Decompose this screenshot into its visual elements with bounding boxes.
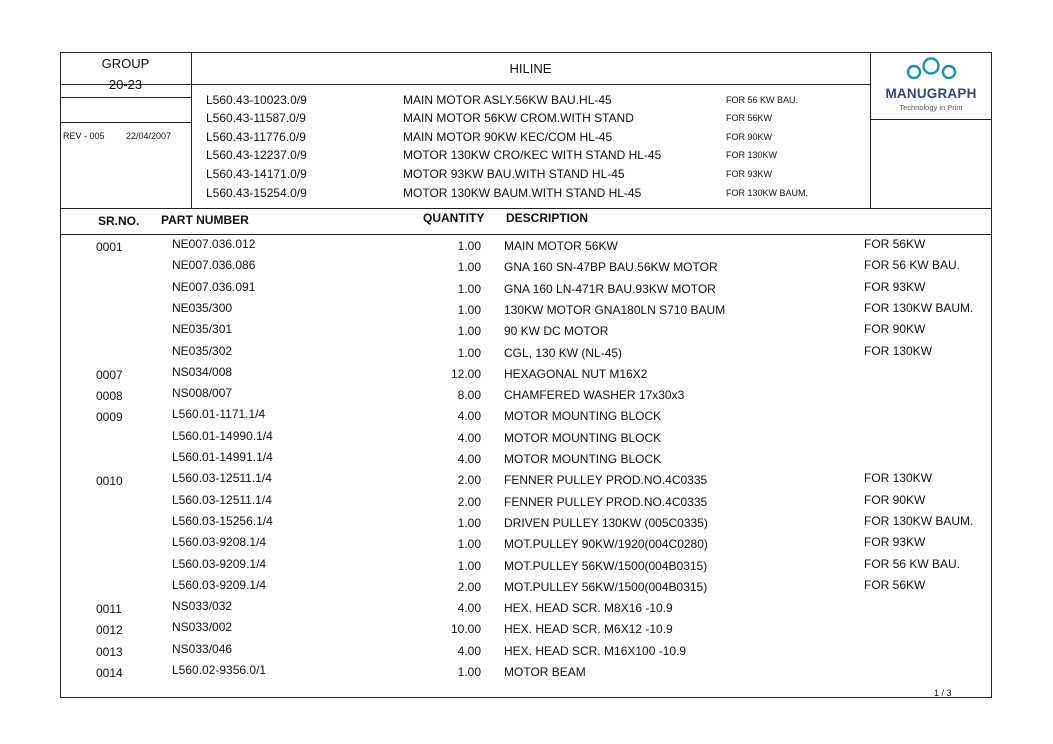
description-cell: FENNER PULLEY PROD.NO.4C0335 <box>504 495 708 509</box>
quantity-cell: 1.00 <box>457 303 481 317</box>
description-cell: MOT.PULLEY 90KW/1920(004C0280) <box>504 537 708 551</box>
assembly-description: MAIN MOTOR ASLY.56KW BAU.HL-45 <box>403 93 612 107</box>
quantity-cell: 2.00 <box>457 580 481 594</box>
assembly-note: FOR 90KW <box>726 132 773 142</box>
col-header-sr-no: SR.NO. <box>98 214 140 228</box>
description-cell: MAIN MOTOR 56KW <box>504 239 618 253</box>
logo-column-separator <box>870 52 871 208</box>
quantity-cell: 4.00 <box>457 409 481 423</box>
part-number-cell: NE035/300 <box>172 301 233 315</box>
header-bottom-line <box>60 208 992 209</box>
assembly-part: L560.43-15254.0/9 <box>206 186 307 200</box>
part-number-cell: NE007.036.091 <box>172 280 256 294</box>
quantity-cell: 1.00 <box>457 559 481 573</box>
assembly-description: MOTOR 93KW BAU.WITH STAND HL-45 <box>403 167 625 181</box>
description-cell: CGL, 130 KW (NL-45) <box>504 346 623 360</box>
part-number-cell: NE035/301 <box>172 322 233 336</box>
description-cell: GNA 160 LN-471R BAU.93KW MOTOR <box>504 282 716 296</box>
description-cell: MOT.PULLEY 56KW/1500(004B0315) <box>504 559 708 573</box>
part-number-cell: L560.01-1171.1/4 <box>172 407 266 421</box>
description-cell: MOTOR MOUNTING BLOCK <box>504 431 662 445</box>
rev-box-divider <box>60 122 191 123</box>
part-number-cell: NS034/008 <box>172 365 233 379</box>
quantity-cell: 8.00 <box>457 388 481 402</box>
revision-number: REV - 005 <box>63 131 105 141</box>
quantity-cell: 2.00 <box>457 473 481 487</box>
description-cell: MOTOR BEAM <box>504 665 586 679</box>
assembly-note: FOR 93KW <box>726 169 773 179</box>
group-box-divider <box>60 97 191 98</box>
note-cell: FOR 56KW <box>864 237 926 251</box>
description-cell: FENNER PULLEY PROD.NO.4C0335 <box>504 473 708 487</box>
group-label: GROUP <box>101 56 150 71</box>
part-number-cell: L560.01-14990.1/4 <box>172 429 273 443</box>
part-number-cell: NS033/032 <box>172 599 233 613</box>
assembly-description: MOTOR 130KW CRO/KEC WITH STAND HL-45 <box>403 148 662 162</box>
note-cell: FOR 56 KW BAU. <box>864 557 961 571</box>
sr-no-cell: 0013 <box>96 645 123 659</box>
group-column-separator <box>191 52 192 208</box>
part-number-cell: L560.03-12511.1/4 <box>172 493 272 507</box>
assembly-description: MAIN MOTOR 90KW KEC/COM HL-45 <box>403 130 613 144</box>
assembly-part: L560.43-14171.0/9 <box>206 167 307 181</box>
assembly-part: L560.43-11776.0/9 <box>206 130 306 144</box>
description-cell: MOTOR MOUNTING BLOCK <box>504 409 662 423</box>
page-number: 1 / 3 <box>934 688 952 698</box>
quantity-cell: 4.00 <box>457 644 481 658</box>
note-cell: FOR 90KW <box>864 322 926 336</box>
description-cell: 90 KW DC MOTOR <box>504 324 609 338</box>
part-number-cell: NS033/002 <box>172 620 233 634</box>
note-cell: FOR 56KW <box>864 578 926 592</box>
logo-brand: MANUGRAPH <box>885 86 977 101</box>
part-number-cell: NS008/007 <box>172 386 233 400</box>
assembly-part: L560.43-12237.0/9 <box>206 148 307 162</box>
part-number-cell: L560.01-14991.1/4 <box>172 450 273 464</box>
quantity-cell: 4.00 <box>457 431 481 445</box>
assembly-description: MOTOR 130KW BAUM.WITH STAND HL-45 <box>403 186 642 200</box>
quantity-cell: 1.00 <box>457 282 481 296</box>
manugraph-rings-icon <box>872 55 990 85</box>
part-number-cell: L560.03-9209.1/4 <box>172 578 267 592</box>
sr-no-cell: 0008 <box>96 389 123 403</box>
quantity-cell: 1.00 <box>457 537 481 551</box>
document-title: HILINE <box>509 61 552 76</box>
description-cell: HEXAGONAL NUT M16X2 <box>504 367 648 381</box>
description-cell: HEX. HEAD SCR. M16X100 -10.9 <box>504 644 687 658</box>
column-header-line <box>60 234 992 235</box>
manugraph-logo <box>872 55 990 117</box>
col-header-quantity: QUANTITY <box>423 211 485 225</box>
note-cell: FOR 130KW BAUM. <box>864 514 974 528</box>
col-header-part-number: PART NUMBER <box>161 213 249 227</box>
quantity-cell: 1.00 <box>457 665 481 679</box>
note-cell: FOR 93KW <box>864 280 926 294</box>
note-cell: FOR 56 KW BAU. <box>864 258 961 272</box>
note-cell: FOR 130KW BAUM. <box>864 301 974 315</box>
quantity-cell: 2.00 <box>457 495 481 509</box>
assembly-note: FOR 130KW <box>726 150 778 160</box>
sr-no-cell: 0007 <box>96 368 123 382</box>
part-number-cell: NE035/302 <box>172 344 233 358</box>
assembly-note: FOR 56KW <box>726 113 773 123</box>
sr-no-cell: 0001 <box>96 240 123 254</box>
note-cell: FOR 130KW <box>864 471 933 485</box>
part-number-cell: L560.02-9356.0/1 <box>172 663 267 677</box>
quantity-cell: 12.00 <box>450 367 481 381</box>
assembly-part: L560.43-11587.0/9 <box>206 111 306 125</box>
col-header-description: DESCRIPTION <box>506 211 589 225</box>
quantity-cell: 1.00 <box>457 516 481 530</box>
assembly-note: FOR 56 KW BAU. <box>726 95 799 105</box>
note-cell: FOR 130KW <box>864 344 933 358</box>
description-cell: CHAMFERED WASHER 17x30x3 <box>504 388 685 402</box>
note-cell: FOR 90KW <box>864 493 926 507</box>
part-number-cell: L560.03-9208.1/4 <box>172 535 267 549</box>
description-cell: MOT.PULLEY 56KW/1500(004B0315) <box>504 580 708 594</box>
part-number-cell: L560.03-15256.1/4 <box>172 514 273 528</box>
note-cell: FOR 93KW <box>864 535 926 549</box>
description-cell: DRIVEN PULLEY 130KW (005C0335) <box>504 516 708 530</box>
assembly-description: MAIN MOTOR 56KW CROM.WITH STAND <box>403 111 634 125</box>
sr-no-cell: 0010 <box>96 474 123 488</box>
sr-no-cell: 0011 <box>96 602 122 616</box>
quantity-cell: 10.00 <box>450 622 481 636</box>
description-cell: 130KW MOTOR GNA180LN S710 BAUM <box>504 303 726 317</box>
quantity-cell: 1.00 <box>457 346 481 360</box>
logo-tagline: Technology in Print <box>899 103 963 112</box>
part-number-cell: NE007.036.086 <box>172 258 256 272</box>
part-number-cell: L560.03-9209.1/4 <box>172 557 267 571</box>
part-number-cell: NE007.036.012 <box>172 237 256 251</box>
sr-no-cell: 0009 <box>96 410 123 424</box>
quantity-cell: 1.00 <box>457 239 481 253</box>
group-number: 20-23 <box>108 77 143 92</box>
logo-box-divider <box>870 119 992 120</box>
description-cell: GNA 160 SN-47BP BAU.56KW MOTOR <box>504 260 718 274</box>
sr-no-cell: 0012 <box>96 623 123 637</box>
quantity-cell: 1.00 <box>457 260 481 274</box>
part-number-cell: NS033/046 <box>172 642 233 656</box>
quantity-cell: 1.00 <box>457 324 481 338</box>
revision-date: 22/04/2007 <box>126 131 172 141</box>
quantity-cell: 4.00 <box>457 601 481 615</box>
quantity-cell: 4.00 <box>457 452 481 466</box>
description-cell: MOTOR MOUNTING BLOCK <box>504 452 662 466</box>
description-cell: HEX. HEAD SCR. M6X12 -10.9 <box>504 622 673 636</box>
description-cell: HEX. HEAD SCR. M8X16 -10.9 <box>504 601 673 615</box>
sr-no-cell: 0014 <box>96 666 123 680</box>
assembly-part: L560.43-10023.0/9 <box>206 93 307 107</box>
assembly-note: FOR 130KW BAUM. <box>726 188 809 198</box>
part-number-cell: L560.03-12511.1/4 <box>172 471 272 485</box>
